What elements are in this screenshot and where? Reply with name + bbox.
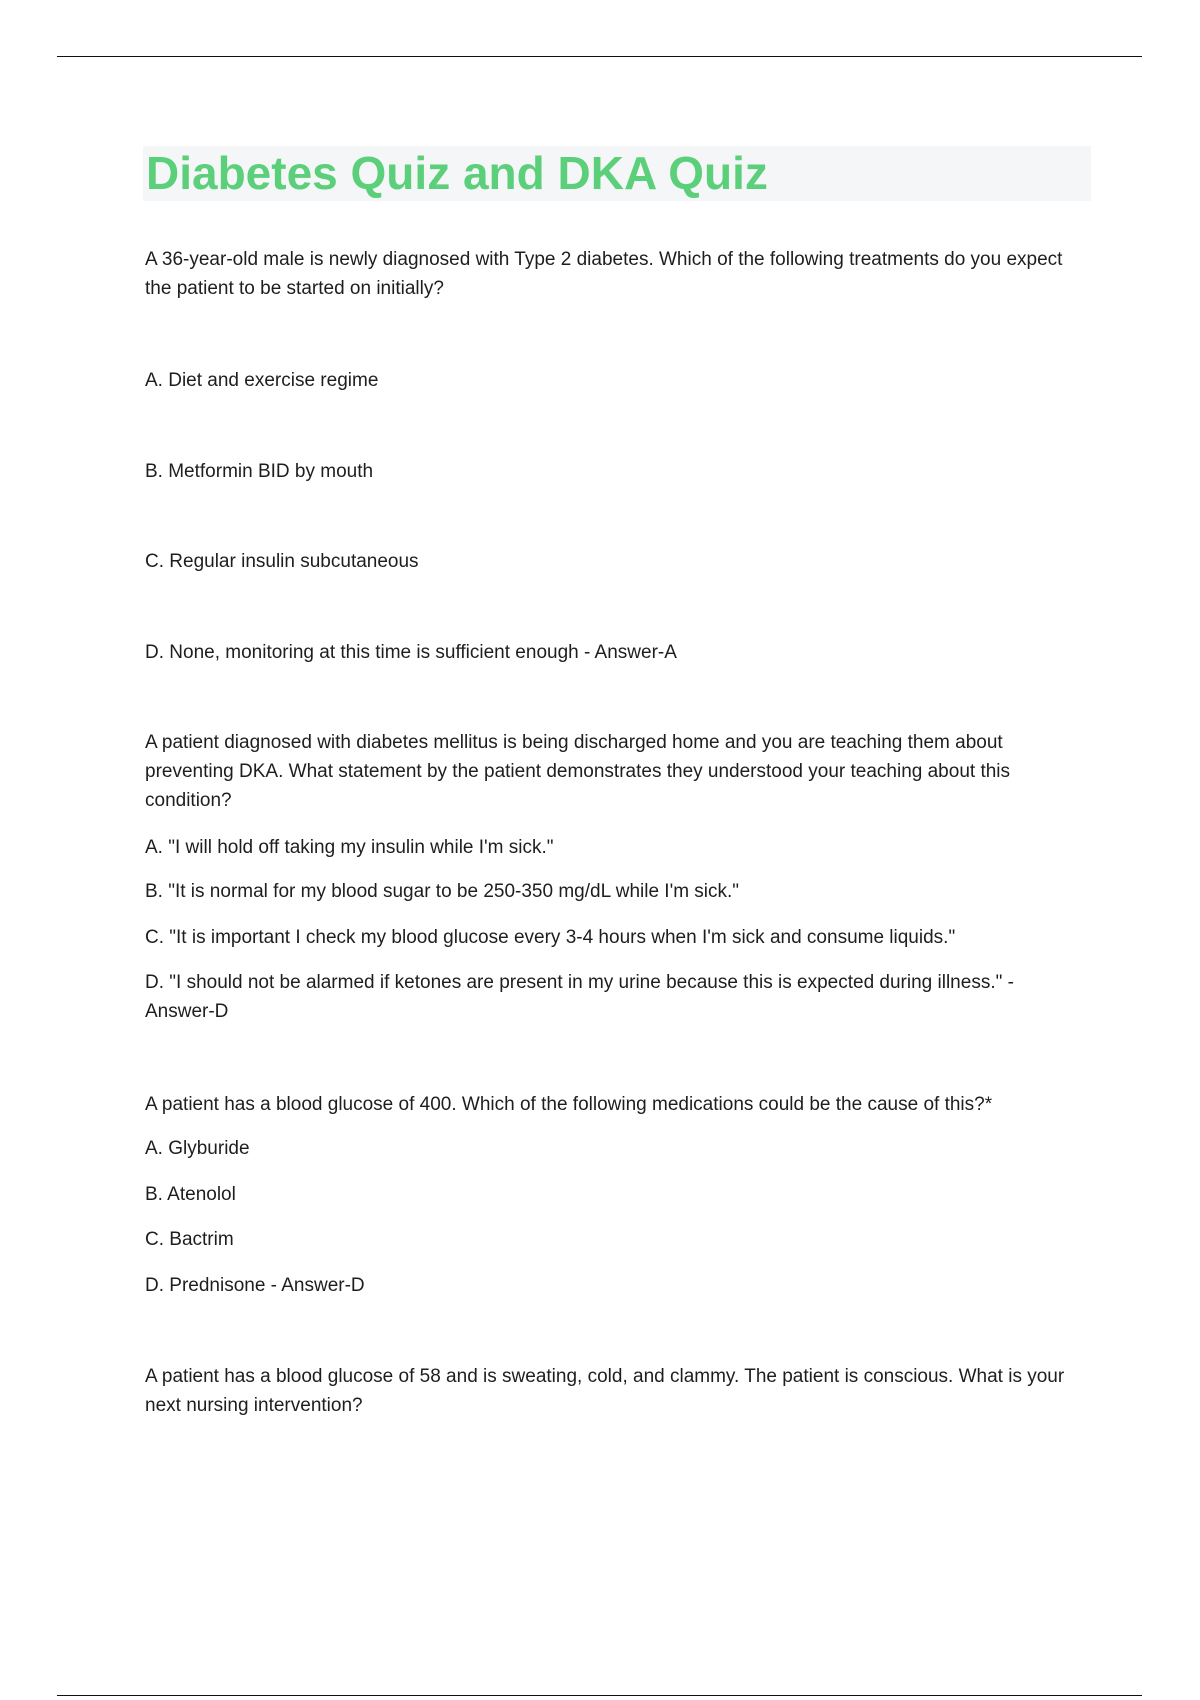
question-3-option-b: B. Atenolol bbox=[145, 1184, 236, 1205]
question-4-stem: A patient has a blood glucose of 58 and is sweating, cold, and clammy. The patient is conscious. What is your next nursing intervention? bbox=[145, 1366, 1065, 1416]
question-2-option-c: C. "It is important I check my blood glucose every 3-4 hours when I'm sick and consume liquids." bbox=[145, 927, 956, 948]
question-2-stem: A patient diagnosed with diabetes mellitus is being discharged home and you are teaching them about preventing DKA. What statement by the patient demonstrates they understood your teaching about this condition? bbox=[145, 732, 1011, 811]
question-3-option-a: A. Glyburide bbox=[145, 1138, 250, 1159]
question-1-option-c: C. Regular insulin subcutaneous bbox=[145, 551, 419, 572]
question-2-option-a: A. "I will hold off taking my insulin while I'm sick." bbox=[145, 837, 554, 858]
question-1-option-a: A. Diet and exercise regime bbox=[145, 370, 379, 391]
question-3-option-d: D. Prednisone - Answer-D bbox=[145, 1275, 365, 1296]
document-title: Diabetes Quiz and DKA Quiz bbox=[146, 147, 768, 199]
question-1-option-b: B. Metformin BID by mouth bbox=[145, 461, 374, 482]
question-2-option-d: D. "I should not be alarmed if ketones are present in my urine because this is expected during illness." - Answer-D bbox=[145, 972, 1014, 1022]
question-3-stem: A patient has a blood glucose of 400. Which of the following medications could be the cause of this?* bbox=[145, 1094, 993, 1115]
bottom-rule bbox=[57, 1695, 1142, 1696]
top-rule bbox=[57, 56, 1142, 57]
question-2-option-b: B. "It is normal for my blood sugar to be 250-350 mg/dL while I'm sick." bbox=[145, 881, 740, 902]
question-1-stem: A 36-year-old male is newly diagnosed with Type 2 diabetes. Which of the following treatments do you expect the patient to be started on initially? bbox=[145, 249, 1063, 299]
question-3-option-c: C. Bactrim bbox=[145, 1229, 234, 1250]
question-1-option-d: D. None, monitoring at this time is sufficient enough - Answer-A bbox=[145, 642, 677, 663]
